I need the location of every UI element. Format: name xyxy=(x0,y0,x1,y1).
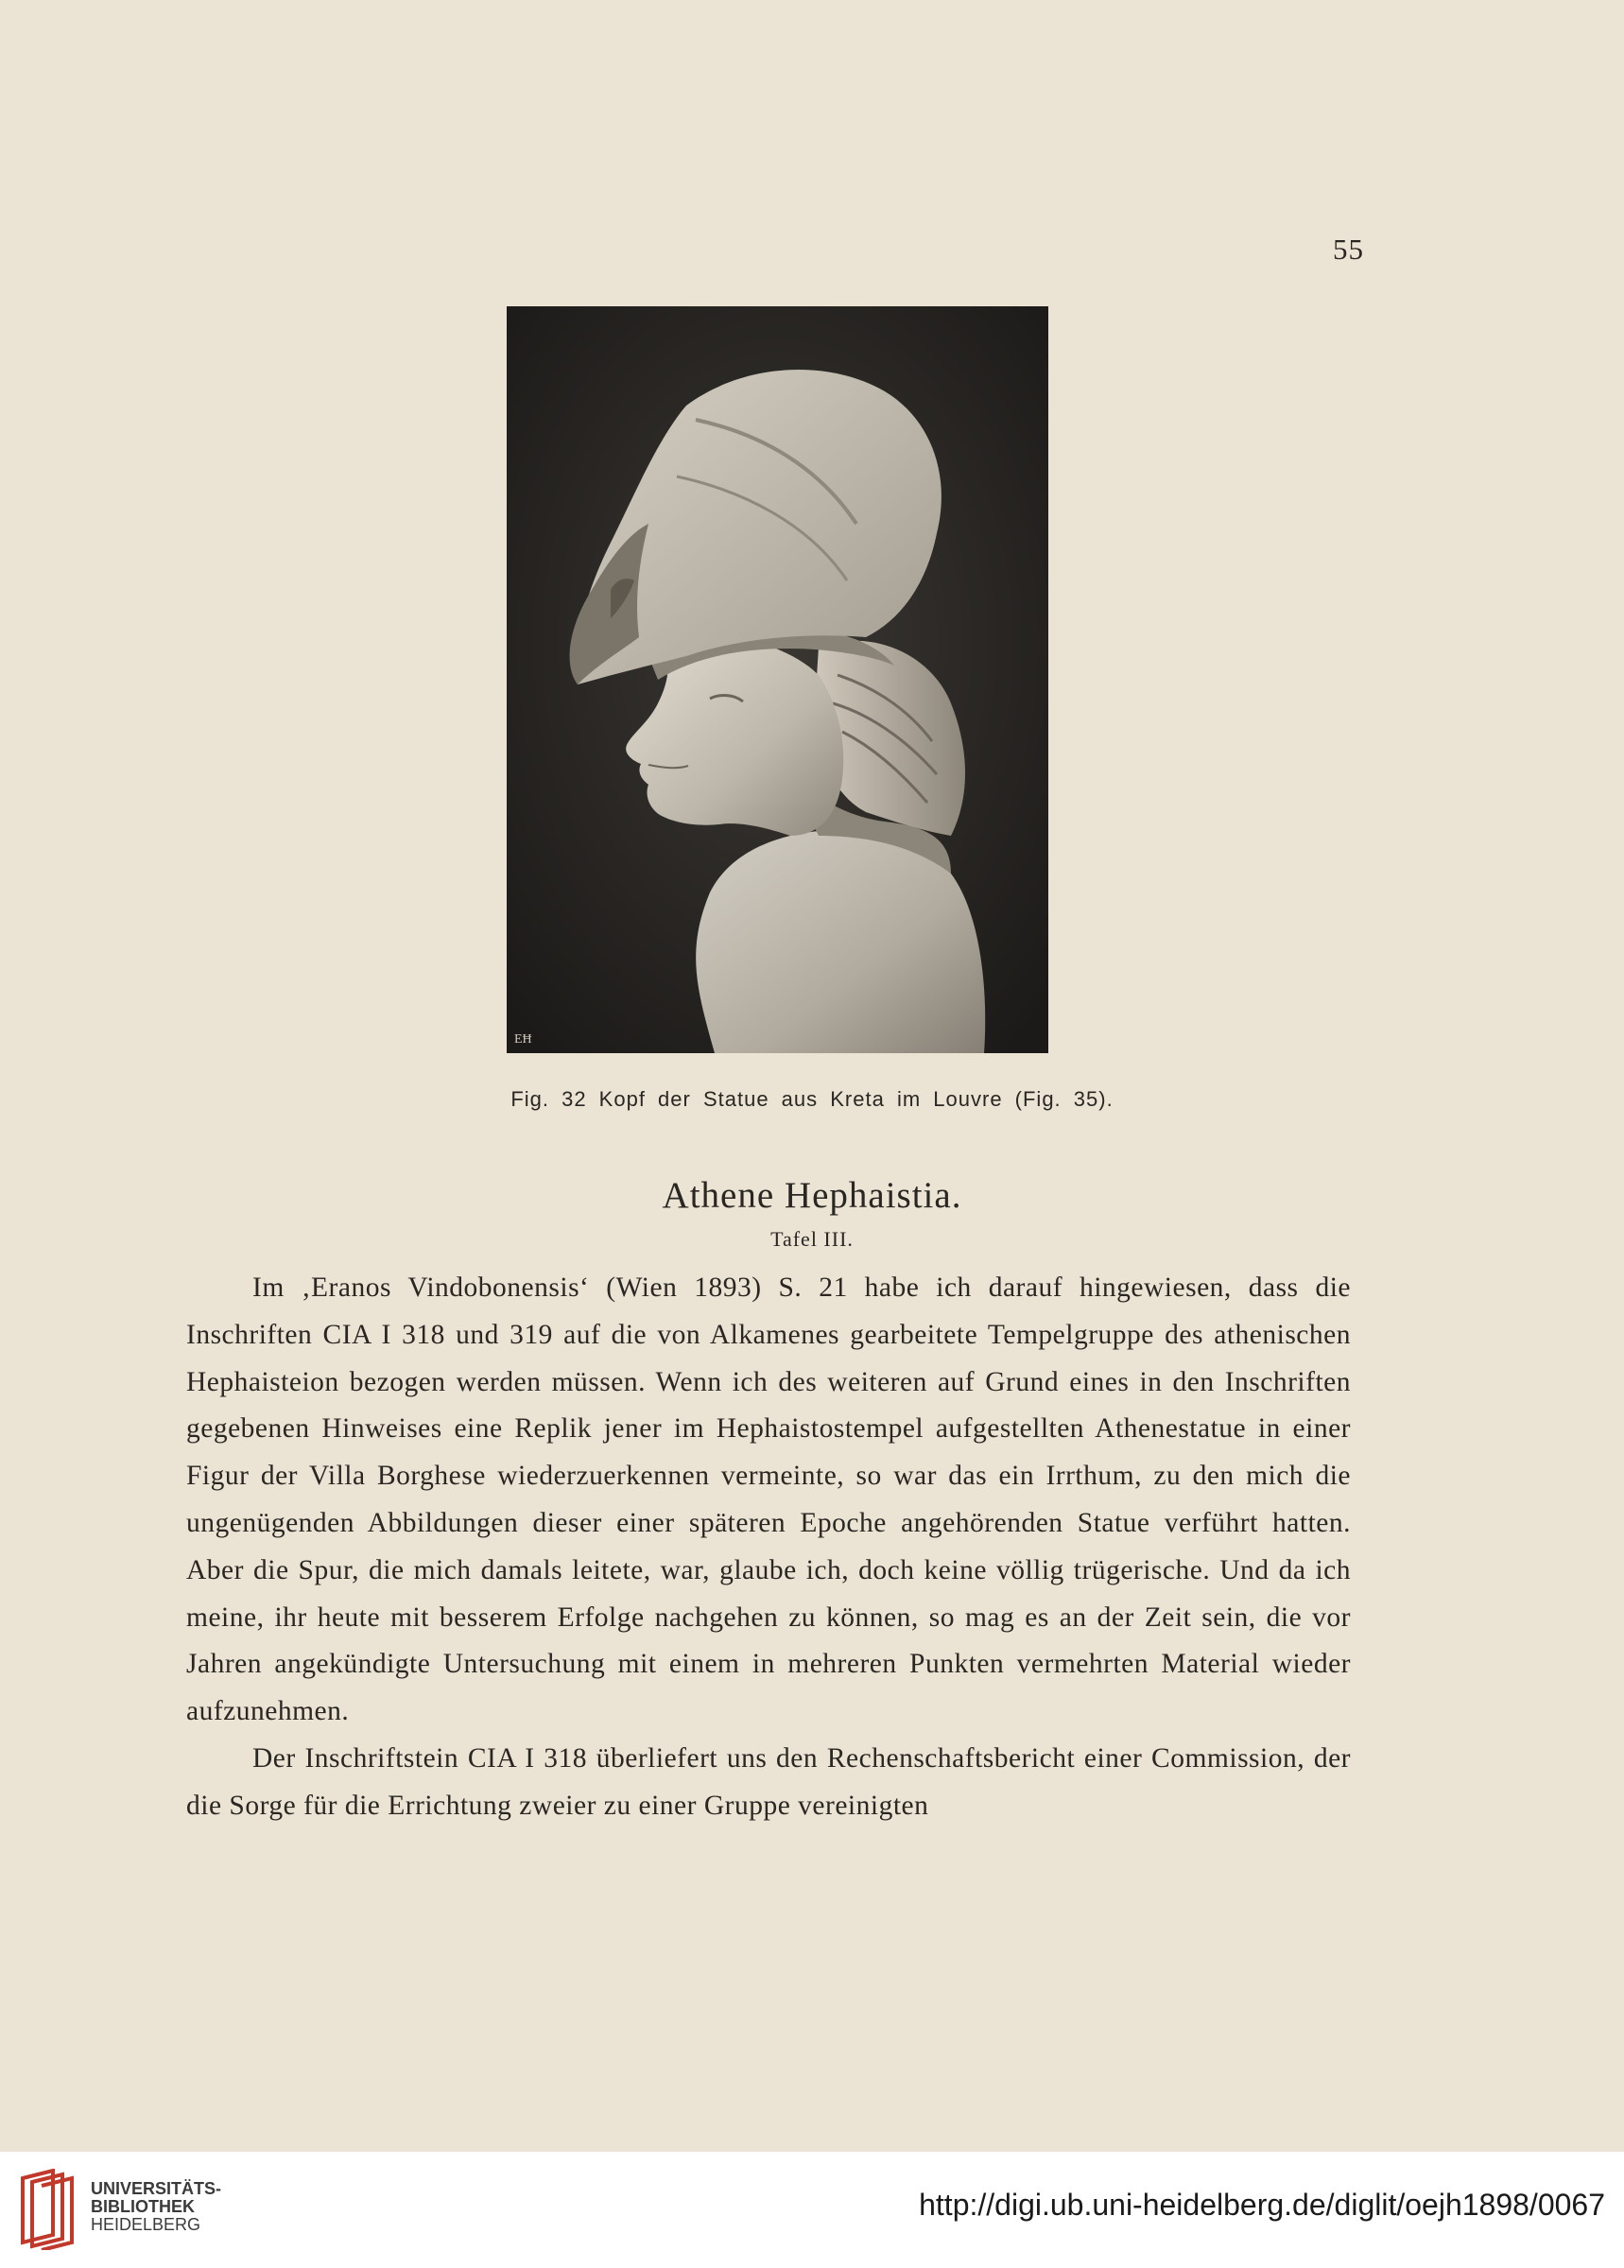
statue-head-illustration xyxy=(507,306,1048,1053)
body-text xyxy=(186,1265,1351,1830)
paragraph: Der Inschriftstein CIA I 318 überliefert uns den Rechenschaftsbericht einer Commission, der die Sorge für die Errichtung zweier zu einer Gruppe vereinigten xyxy=(186,1742,1351,1821)
figure-caption: Fig. 32 Kopf der Statue aus Kreta im Louvre (Fig. 35). xyxy=(510,1087,1114,1111)
paragraph: Im ‚Eranos Vindobonensis‘ (Wien 1893) S. 21 habe ich darauf hingewiesen, dass die Inschriften CIA I 318 und 319 auf die von Alkamenes gearbeitete Tempelgruppe des athenischen Hephaisteion bezogen werden müssen. Wenn ich des weiteren auf Grund eines in den Inschriften gegebenen Hinweises eine Replik jener im Hephaistostempel aufgestellten Athenestatue in einer Figur der Villa Borghese wiederzuerkennen vermeinte, so war das ein Irrthum, zu den mich die ungenügenden Abbildungen dieser einer späteren Epoche angehörenden Statue verführt hatten. Aber die Spur, die mich damals leitete, war, glaube ich, doch keine völlig trügerische. Und da ich meine, ihr heute mit besserem Erfolge nachgehen zu können, so mag es an der Zeit sein, die vor Jahren angekündigte Untersuchung mit einem in mehreren Punkten vermehrten Material wieder aufzunehmen. xyxy=(186,1273,1351,1727)
source-url-link[interactable]: http://digi.ub.uni-heidelberg.de/diglit/oejh1898/0067 xyxy=(919,2188,1605,2222)
section-subtitle: Tafel III. xyxy=(770,1227,854,1251)
library-name-line: UNIVERSITÄTS- xyxy=(91,2179,222,2198)
statue-head-photograph xyxy=(507,306,1048,1053)
footer-bar xyxy=(0,2152,1624,2268)
library-name-line: HEIDELBERG xyxy=(91,2215,201,2234)
library-name xyxy=(91,2180,221,2234)
engraver-monogram: ЕĦ xyxy=(514,1032,532,1047)
library-name-line: BIBLIOTHEK xyxy=(91,2197,195,2216)
section-title: Athene Hephaistia. xyxy=(662,1175,962,1216)
library-logo-icon xyxy=(15,2169,81,2250)
page-number: 55 xyxy=(1333,233,1364,266)
